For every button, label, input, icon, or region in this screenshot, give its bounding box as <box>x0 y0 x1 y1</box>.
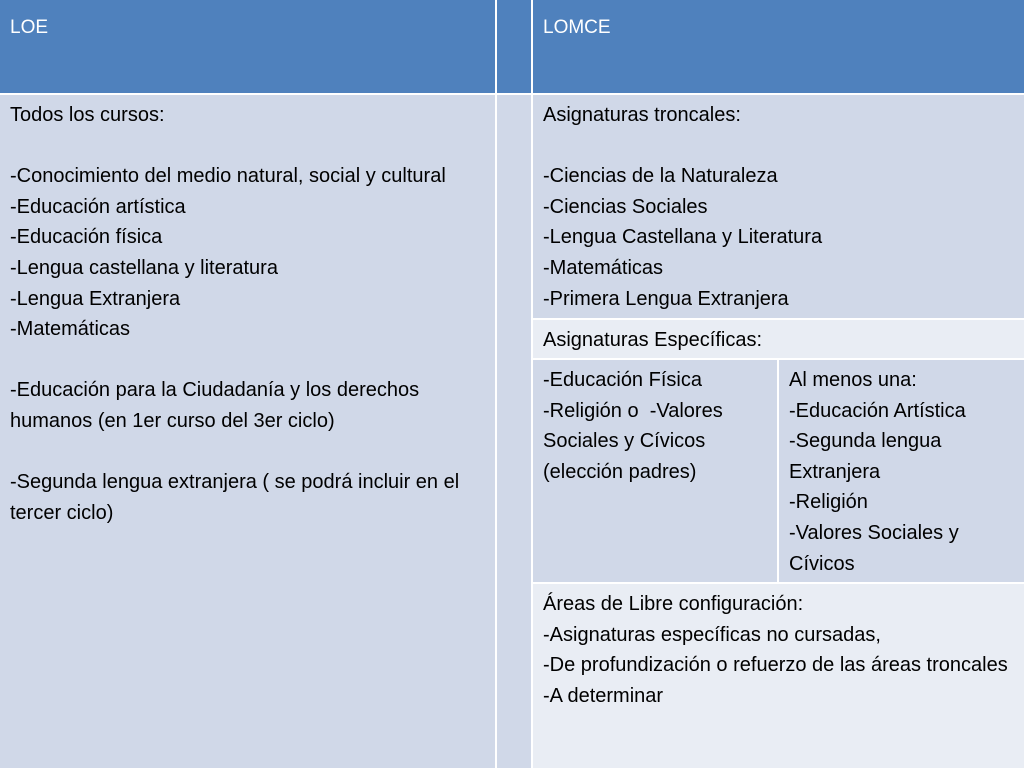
lomce-troncales: Asignaturas troncales: -Ciencias de la Naturaleza -Ciencias Sociales -Lengua Castellana y Literatura -Matemáticas -Primera Lengua Extranjera <box>533 95 1024 318</box>
header-lomce: LOMCE <box>533 0 1024 93</box>
lomce-libre-configuracion: Áreas de Libre configuración: -Asignaturas específicas no cursadas, -De profundización o refuerzo de las áreas troncales -A determinar <box>533 584 1024 768</box>
header-loe: LOE <box>0 0 495 93</box>
lomce-especificas-title: Asignaturas Específicas: <box>533 320 1024 358</box>
header-spacer <box>497 0 531 93</box>
loe-subjects: Todos los cursos: -Conocimiento del medio natural, social y cultural -Educación artística -Educación física -Lengua castellana y literatura -Lengua Extranjera -Matemáticas -Educación para la Ciudadanía y los derechos humanos (en 1er curso del 3er ciclo) -Segunda lengua extranjera ( se podrá incluir en el tercer ciclo) <box>0 95 495 768</box>
lomce-especificas-right: Al menos una: -Educación Artística -Segunda lengua Extranjera -Religión -Valores Sociales y Cívicos <box>779 360 1024 582</box>
lomce-especificas-left: -Educación Física -Religión o -Valores Sociales y Cívicos (elección padres) <box>533 360 777 582</box>
spacer-column <box>497 95 531 768</box>
